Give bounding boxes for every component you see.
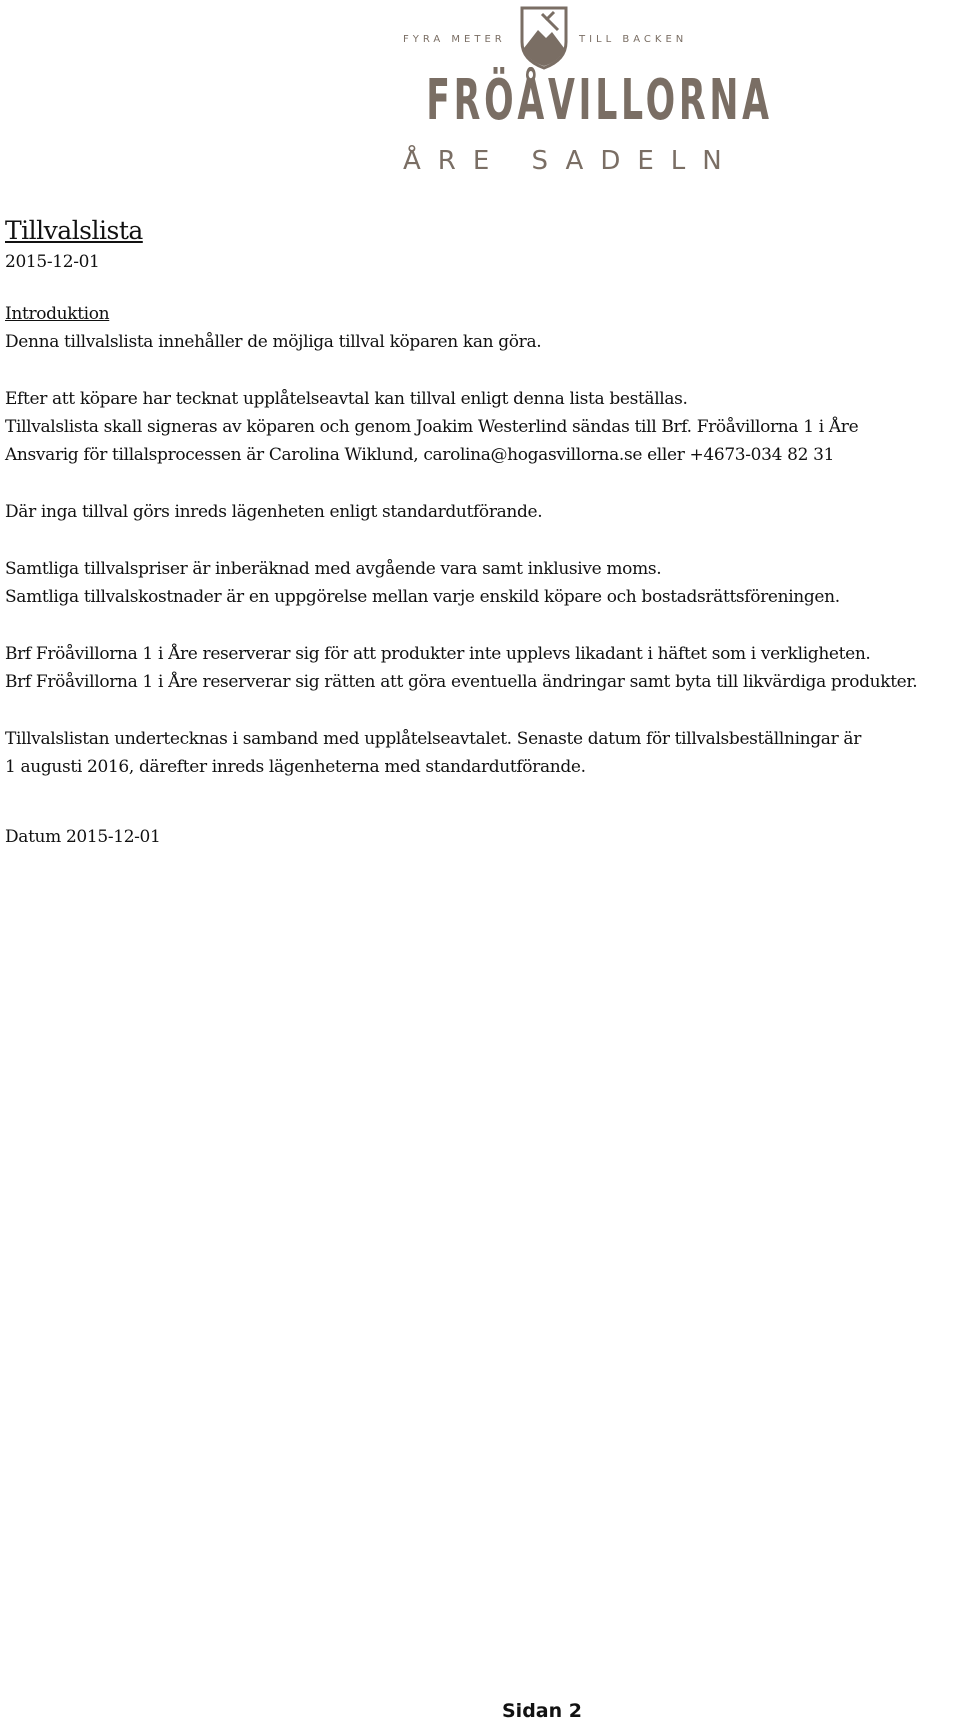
- paragraph-standard: Där inga tillval görs inreds lägenheten enligt standardutförande.: [5, 502, 543, 522]
- paragraph-order-line-2: Tillvalslista skall signeras av köparen och genom Joakim Westerlind sändas till Brf. Fröåvillorna 1 i Åre: [5, 417, 859, 437]
- paragraph-reservation-line-2: Brf Fröåvillorna 1 i Åre reserverar sig rätten att göra eventuella ändringar samt byta till likvärdiga produkter.: [5, 672, 918, 692]
- paragraph-prices-line-2: Samtliga tillvalskostnader är en uppgörelse mellan varje enskild köpare och bostadsrättsföreningen.: [5, 587, 840, 607]
- company-logo: [355, 4, 773, 176]
- logo-subtitle: ÅRE SADELN: [403, 146, 739, 176]
- logo-wordmark: FRÖÅVILLORNA: [426, 68, 773, 133]
- paragraph-order-line-3: Ansvarig för tillalsprocessen är Carolina Wiklund, carolina@hogasvillorna.se eller +4673-034 82 31: [5, 445, 835, 465]
- paragraph-order-line-1: Efter att köpare har tecknat upplåtelseavtal kan tillval enligt denna lista beställas.: [5, 389, 688, 409]
- paragraph-prices-line-1: Samtliga tillvalspriser är inberäknad med avgående vara samt inklusive moms.: [5, 559, 662, 579]
- mountain-shield-icon: [518, 4, 570, 70]
- paragraph-signing-line-1: Tillvalslistan undertecknas i samband med upplåtelseavtalet. Senaste datum för tillvalsbeställningar är: [5, 729, 861, 749]
- intro-heading: Introduktion: [5, 304, 110, 324]
- document-date: 2015-12-01: [5, 252, 100, 272]
- page-number: Sidan 2: [502, 1700, 582, 1722]
- document-title: Tillvalslista: [5, 216, 143, 245]
- paragraph-signing-line-2: 1 augusti 2016, därefter inreds lägenheterna med standardutförande.: [5, 757, 586, 777]
- logo-tagline-right: TILL BACKEN: [579, 34, 688, 45]
- document-body: [5, 214, 955, 851]
- intro-text: Denna tillvalslista innehåller de möjliga tillval köparen kan göra.: [5, 332, 542, 352]
- datum-line: Datum 2015-12-01: [5, 827, 161, 847]
- paragraph-reservation-line-1: Brf Fröåvillorna 1 i Åre reserverar sig för att produkter inte upplevs likadant i häftet som i verkligheten.: [5, 644, 871, 664]
- logo-tagline-left: FYRA METER: [403, 34, 506, 45]
